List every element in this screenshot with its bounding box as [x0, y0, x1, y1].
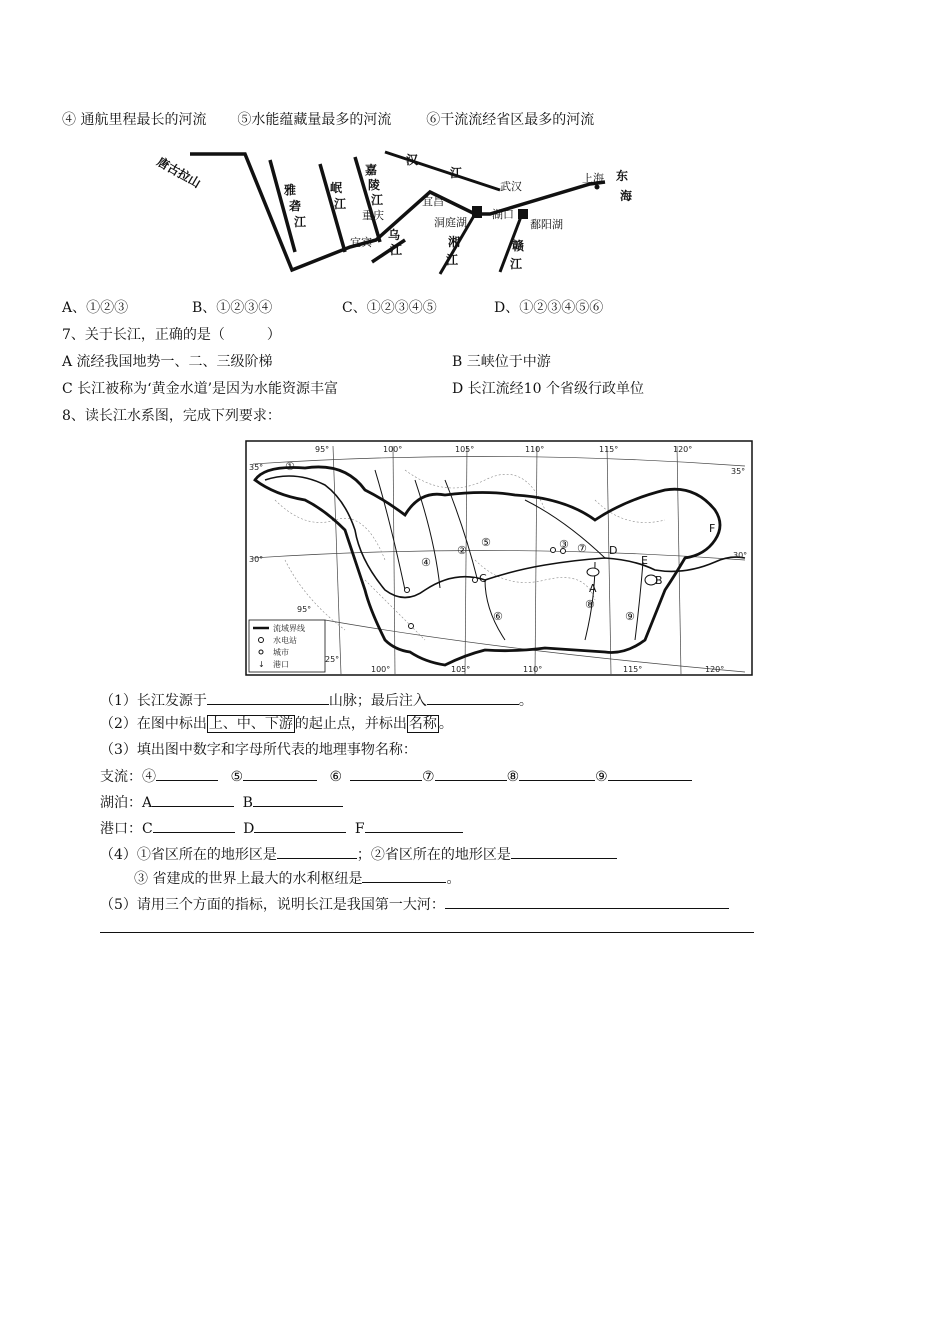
port-c-label: C	[142, 821, 153, 837]
sub-4-line-1	[100, 844, 617, 865]
lon-label-120: 120°	[673, 445, 693, 454]
jialing-char-2: 陵	[368, 178, 381, 192]
trib-8-blank[interactable]	[519, 766, 595, 781]
trib-5-label: ⑤	[230, 769, 244, 785]
sub-4-text-c: ③ 省建成的世界上最大的水利枢纽是	[134, 871, 363, 887]
han-char-2: 江	[450, 166, 463, 180]
lon-label-110: 110°	[525, 445, 545, 454]
trib-7-blank[interactable]	[435, 766, 507, 781]
map-num-4: ④	[421, 556, 431, 569]
option-5: ⑤水能蕴藏量最多的河流	[237, 112, 392, 128]
sub-1-text-b: 山脉；最后注入	[328, 693, 427, 709]
sub-3: （3）填出图中数字和字母所代表的地理事物名称：	[100, 742, 417, 758]
outlet-blank[interactable]	[427, 690, 519, 705]
hydro-project-blank[interactable]	[362, 868, 446, 883]
trib-9-blank[interactable]	[608, 766, 692, 781]
sub-2	[100, 714, 453, 734]
hukou-label: 湖口	[492, 208, 514, 221]
yichang-label: 宜昌	[422, 195, 444, 208]
tributaries-row	[100, 766, 692, 787]
legend-port: 港口	[273, 660, 289, 669]
sub-1	[100, 690, 533, 711]
bottom-lon-100: 100°	[371, 665, 391, 674]
sub-2-text-a: （2）在图中标出	[100, 716, 207, 732]
yalong-char-2: 砻	[289, 199, 302, 213]
yangtze-schematic-diagram	[150, 142, 670, 277]
chongqing-label: 重庆	[362, 209, 384, 222]
lat-label-30-left: 30°	[249, 555, 264, 564]
lat-label-30-right: 30°	[733, 551, 748, 560]
xiang-char-1: 湘	[448, 235, 461, 249]
map-num-5: ⑤	[481, 536, 491, 549]
option-4: ④ 通航里程最长的河流	[62, 112, 207, 128]
ports-row	[100, 818, 463, 839]
q7-option-b: B 三峡位于中游	[452, 354, 551, 370]
trib-5-blank[interactable]	[243, 766, 317, 781]
map-num-9: ⑨	[625, 610, 635, 623]
shanghai-label: 上海	[582, 172, 604, 185]
lon-label-100: 100°	[383, 445, 403, 454]
map-letter-f: F	[709, 522, 716, 535]
q7-option-c: C 长江被称为‘黄金水道’是因为水能资源丰富	[62, 381, 339, 397]
jialing-char-3: 江	[371, 193, 384, 207]
poyang-label: 鄱阳湖	[530, 218, 563, 231]
province-1-terrain-blank[interactable]	[277, 844, 357, 859]
answer-d: D、①②③④⑤⑥	[494, 300, 604, 316]
wu-char-1: 乌	[388, 228, 401, 242]
sub-5-blank-2[interactable]	[100, 932, 754, 933]
lon-label-115: 115°	[599, 445, 619, 454]
legend-station: 水电站	[273, 636, 297, 645]
province-2-terrain-blank[interactable]	[511, 844, 617, 859]
trib-6-blank[interactable]	[350, 766, 422, 781]
bottom-lon-115: 115°	[623, 665, 643, 674]
q8-stem: 8、读长江水系图，完成下列要求：	[62, 408, 281, 424]
lat-label-25: 25°	[325, 655, 340, 664]
bottom-lon-110: 110°	[523, 665, 543, 674]
map-num-3: ③	[559, 538, 569, 551]
jialing-char-1: 嘉	[365, 163, 378, 177]
lake-a-label: A	[142, 795, 153, 811]
port-f-label: F	[354, 821, 365, 837]
answer-b: B、①②③④	[192, 300, 273, 316]
port-d-label: D	[243, 821, 255, 837]
lat-label-35-left: 35°	[249, 463, 264, 472]
trib-6-label: ⑥	[329, 769, 343, 785]
source-mountain-blank[interactable]	[207, 690, 329, 705]
sub-4-line-2	[134, 868, 460, 889]
map-letter-b: B	[655, 574, 663, 587]
gan-char-2: 江	[510, 257, 523, 271]
sub-5-blank-1[interactable]	[445, 894, 729, 909]
lake-b-blank[interactable]	[253, 792, 343, 807]
map-letter-e: E	[641, 554, 648, 567]
lakes-row	[100, 792, 343, 813]
q7-option-a: A 流经我国地势一、二、三级阶梯	[62, 354, 273, 370]
map-num-1: ①	[285, 460, 295, 473]
answer-c: C、①②③④⑤	[342, 300, 437, 316]
port-d-blank[interactable]	[254, 818, 346, 833]
tanggula-label: 唐古拉山	[154, 154, 204, 191]
port-c-blank[interactable]	[153, 818, 235, 833]
trib-4-label: ④	[142, 769, 156, 785]
trib-9-label: ⑨	[595, 769, 608, 785]
sub-4-text-a: （4）①省区所在的地形区是	[100, 847, 277, 863]
sub-5	[100, 894, 729, 915]
sub-2-boxed-reaches: 上、中、下游	[208, 716, 293, 732]
yangtze-basin-map	[245, 440, 753, 676]
yalong-char-1: 雅	[284, 183, 297, 197]
bottom-lon-120: 120°	[705, 665, 725, 674]
lat-label-35-right: 35°	[731, 467, 746, 476]
answer-a: A、①②③	[62, 300, 129, 316]
yibin-label: 宜宾	[350, 236, 372, 249]
q6-options-line	[62, 110, 594, 130]
lake-a-blank[interactable]	[152, 792, 234, 807]
min-char-2: 江	[334, 197, 347, 211]
sub-4-text-d: 。	[446, 871, 461, 887]
donghai-char-1: 东	[616, 169, 629, 183]
gan-char-1: 赣	[512, 239, 525, 253]
lon-label-105: 105°	[455, 445, 475, 454]
port-label: 港口：	[100, 821, 142, 837]
bottom-lon-105: 105°	[451, 665, 471, 674]
port-icon: ↓	[258, 660, 265, 669]
sub-5-text: （5）请用三个方面的指标，说明长江是我国第一大河：	[100, 897, 445, 913]
sub-2-text-b: 的起止点，并标出	[294, 716, 407, 732]
sub-1-text-c: 。	[518, 693, 533, 709]
sub-2-boxed-name: 名称	[408, 716, 437, 732]
map-num-8: ⑧	[585, 598, 595, 611]
legend-city: 城市	[273, 648, 289, 657]
trib-label: 支流：	[100, 769, 142, 785]
trib-8-label: ⑧	[506, 769, 520, 785]
sub-4-text-b: ；②省区所在的地形区是	[356, 847, 511, 863]
q7-stem: 7、关于长江，正确的是（ ）	[62, 327, 281, 343]
lon-label-95: 95°	[315, 445, 330, 454]
trib-7-label: ⑦	[422, 769, 435, 785]
sub-1-text-a: （1）长江发源于	[100, 693, 207, 709]
min-char-1: 岷	[330, 181, 343, 195]
map-letter-d: D	[609, 544, 618, 557]
bottom-lon-95: 95°	[297, 605, 312, 614]
option-6: ⑥干流流经省区最多的河流	[426, 112, 595, 128]
map-legend	[249, 620, 325, 672]
sub-2-text-c: 。	[438, 716, 453, 732]
wuhan-label: 武汉	[500, 180, 522, 193]
yalong-char-3: 江	[294, 215, 307, 229]
map-num-7: ⑦	[577, 542, 587, 555]
map-letter-c: C	[479, 572, 487, 585]
map-num-2: ②	[457, 544, 467, 557]
map-letter-a: A	[589, 582, 597, 595]
wu-char-2: 江	[390, 243, 403, 257]
lake-b-label: B	[242, 795, 253, 811]
dongting-label: 洞庭湖	[434, 216, 467, 229]
xiang-char-2: 江	[446, 253, 459, 267]
port-f-blank[interactable]	[365, 818, 463, 833]
map-num-6: ⑥	[493, 610, 503, 623]
legend-boundary: 流域界线	[273, 624, 305, 633]
q7-option-d: D 长江流经10 个省级行政单位	[452, 381, 644, 397]
donghai-char-2: 海	[620, 189, 633, 203]
han-char-1: 汉	[406, 153, 419, 167]
lake-label: 湖泊：	[100, 795, 142, 811]
trib-4-blank[interactable]	[156, 766, 218, 781]
